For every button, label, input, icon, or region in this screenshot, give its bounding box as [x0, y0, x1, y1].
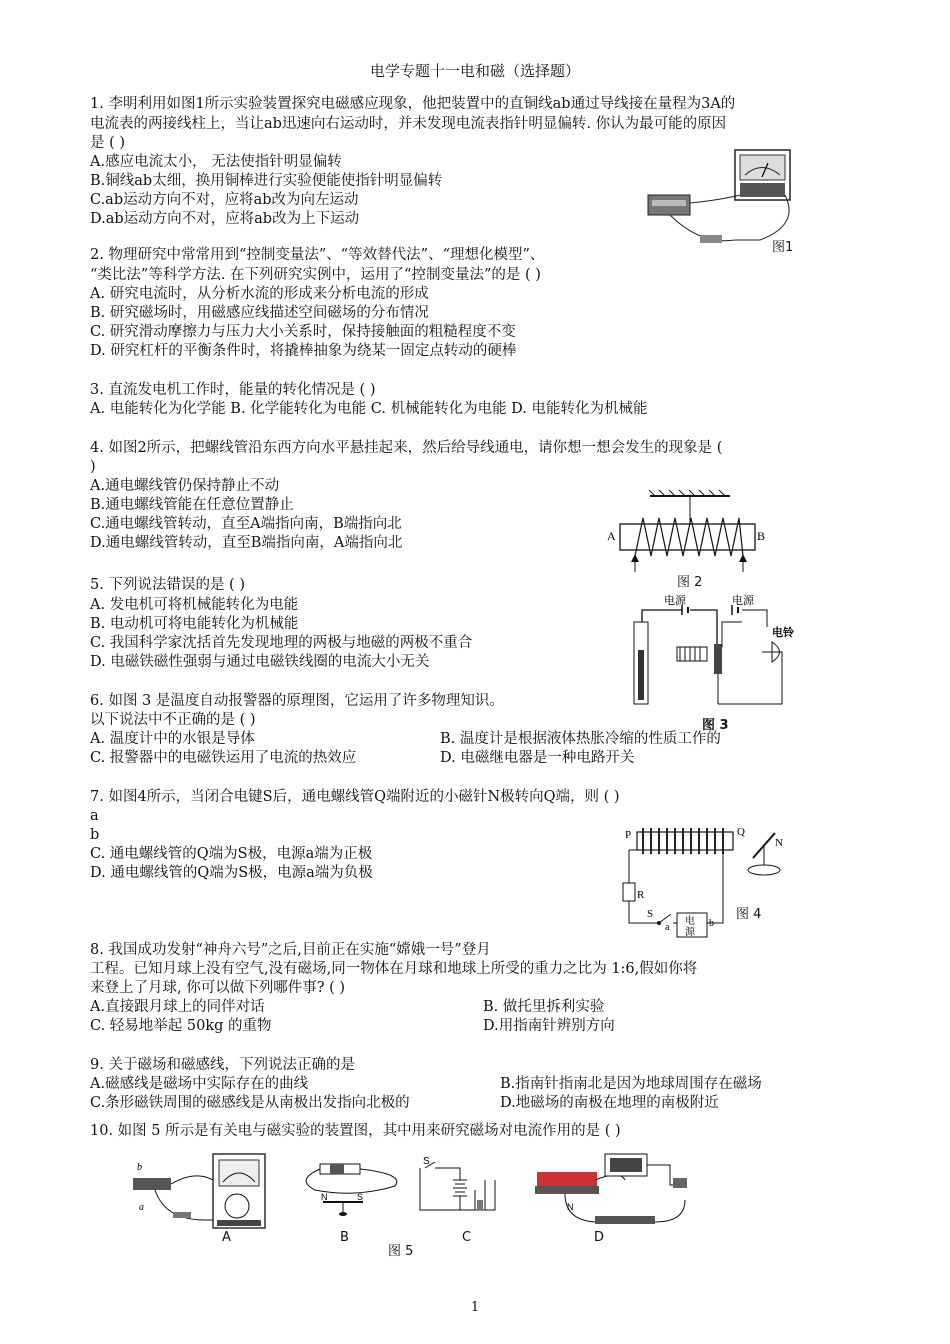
figure-4-caption: 图 4 [736, 907, 762, 922]
q9-stem: 9. 关于磁场和磁感线，下列说法正确的是 [90, 1057, 355, 1073]
page-title: 电学专题十一电和磁（选择题） [369, 62, 580, 80]
q8-option-c: C. 轻易地举起 50kg 的重物 [90, 1018, 272, 1034]
q3-stem: 3. 直流发电机工作时，能量的转化情况是 ( ) [90, 382, 376, 398]
q5-stem: 5. 下列说法错误的是 ( ) [90, 577, 245, 593]
figure-4-circuit [615, 818, 795, 940]
figure-2-label-b: B [757, 529, 766, 543]
q5-option-d: D. 电磁铁磁性强弱与通过电磁铁线圈的电流大小无关 [90, 654, 430, 670]
figure-3-bell-label: 电铃 [772, 626, 794, 639]
figure-5-panel-c [420, 1156, 495, 1210]
q1-stem-line1: 1. 李明利用如图1所示实验装置探究电磁感应现象，他把装置中的直铜线ab通过导线接在量程为3A的 [90, 96, 736, 112]
figure-3-caption: 图 3 [702, 718, 729, 733]
q1-stem-line2: 电流表的两接线柱上，当让ab迅速向右运动时，并未发现电流表指针明显偏转. 你认为最可能的原因 [90, 116, 727, 132]
figure-2-solenoid [605, 488, 775, 578]
q2-stem-line1: 2. 物理研究中常常用到“控制变量法”、“等效替代法”、“理想化模型”、 [90, 247, 545, 263]
q4-option-c: C.通电螺线管转动，直至A端指向南，B端指向北 [90, 516, 402, 532]
q4-option-d: D.通电螺线管转动，直至B端指向南，A端指向北 [90, 535, 403, 551]
q5-option-b: B. 电动机可将电能转化为机械能 [90, 616, 299, 632]
q5-option-a: A. 发电机可将机械能转化为电能 [90, 597, 299, 613]
q9-option-d: D.地磁场的南极在地理的南极附近 [500, 1095, 719, 1111]
figure-4-source-label-2: 源 [685, 927, 695, 938]
q8-stem-line1: 8. 我国成功发射“神舟六号”之后,目前正在实施“嫦娥一号”登月 [90, 942, 491, 958]
q6-stem-line2: 以下说法中不正确的是 ( ) [90, 712, 256, 728]
figure-5-label-d: D [594, 1230, 605, 1245]
figure-5-caption: 图 5 [388, 1244, 414, 1259]
q2-option-c: C. 研究滑动摩擦力与压力大小关系时，保持接触面的粗糙程度不变 [90, 324, 516, 340]
svg-text:S: S [423, 1156, 430, 1167]
q2-stem-line2: “类比法”等科学方法. 在下列研究实例中，运用了“控制变量法”的是 ( ) [90, 267, 541, 283]
svg-text:N: N [321, 1192, 328, 1202]
svg-text:b: b [137, 1162, 142, 1173]
svg-text:N: N [567, 1202, 574, 1212]
q8-stem-line3: 来登上了月球, 你可以做下列哪件事? ( ) [90, 980, 346, 996]
q2-option-d: D. 研究杠杆的平衡条件时，将撬棒抽象为绕某一固定点转动的硬棒 [90, 343, 517, 359]
q1-option-a: A.感应电流太小， 无法使指针明显偏转 [90, 154, 342, 170]
q9-option-b: B.指南针指南北是因为地球周围存在磁场 [500, 1076, 762, 1092]
q4-option-b: B.通电螺线管能在任意位置静止 [90, 497, 294, 513]
figure-5-panel-d [535, 1154, 687, 1224]
figure-4-label-b: b [709, 918, 714, 929]
q9-option-a: A.磁感线是磁场中实际存在的曲线 [90, 1076, 309, 1092]
figure-3-temperature-alarm [622, 592, 807, 710]
q7-stem: 7. 如图4所示，当闭合电键S后，通电螺线管Q端附近的小磁针N极转向Q端，则 ( ) [90, 789, 620, 805]
figure-5-apparatus-set [125, 1150, 725, 1250]
q1-option-b: B.铜线ab太细，换用铜棒进行实验便能使指针明显偏转 [90, 173, 443, 189]
q6-option-c: C. 报警器中的电磁铁运用了电流的热效应 [90, 750, 357, 766]
figure-3-power-label-2: 电源 [732, 594, 754, 607]
page-number: 1 [470, 1300, 480, 1315]
q1-option-c: C.ab运动方向不对，应将ab改为向左运动 [90, 192, 359, 208]
q8-option-a: A.直接跟月球上的同伴对话 [90, 999, 265, 1015]
q4-stem-line2: ) [90, 459, 96, 475]
figure-5-label-c: C [462, 1230, 472, 1245]
q3-options: A. 电能转化为化学能 B. 化学能转化为电能 C. 机械能转化为电能 D. 电能转化为机械能 [90, 401, 648, 417]
q6-option-d: D. 电磁继电器是一种电路开关 [440, 750, 635, 766]
q6-stem-line1: 6. 如图 3 是温度自动报警器的原理图，它运用了许多物理知识。 [90, 693, 504, 709]
figure-5-panel-a [133, 1154, 265, 1228]
q6-option-b: B. 温度计是根据液体热胀冷缩的性质工作的 [440, 731, 721, 747]
figure-4-label-s: S [647, 908, 654, 920]
q8-option-b: B. 做托里拆利实验 [483, 999, 605, 1015]
q8-option-d: D.用指南针辨别方向 [483, 1018, 615, 1034]
svg-text:S: S [357, 1192, 364, 1202]
svg-text:a: a [139, 1202, 144, 1213]
q9-option-c: C.条形磁铁周围的磁感线是从南极出发指向北极的 [90, 1095, 410, 1111]
q4-option-a: A.通电螺线管仍保持静止不动 [90, 478, 280, 494]
figure-2-caption: 图 2 [677, 575, 703, 590]
figure-4-source-label-1: 电 [685, 916, 695, 927]
figure-5-panel-b [306, 1164, 397, 1216]
q10-stem: 10. 如图 5 所示是有关电与磁实验的装置图，其中用来研究磁场对电流作用的是 ( ) [90, 1123, 621, 1139]
q4-stem-line1: 4. 如图2所示，把螺线管沿东西方向水平悬挂起来，然后给导线通电，请你想一想会发生的现象是 ( [90, 440, 723, 456]
figure-5-label-b: B [340, 1230, 349, 1245]
q7-option-a: a [90, 808, 99, 824]
figure-3-power-label-1: 电源 [664, 594, 686, 607]
q5-option-c: C. 我国科学家沈括首先发现地理的两极与地磁的两极不重合 [90, 635, 473, 651]
q7-option-b: b [90, 827, 100, 843]
q7-option-c: C. 通电螺线管的Q端为S极，电源a端为正极 [90, 846, 373, 862]
q2-option-b: B. 研究磁场时，用磁感应线描述空间磁场的分布情况 [90, 305, 429, 321]
figure-4-label-q: Q [737, 826, 745, 838]
figure-4-label-n: N [775, 837, 783, 849]
figure-1-caption: 图1 [772, 240, 794, 255]
figure-4-label-r: R [637, 889, 645, 901]
figure-2-label-a: A [607, 529, 616, 543]
q6-option-a: A. 温度计中的水银是导体 [90, 731, 255, 747]
q8-stem-line2: 工程。已知月球上没有空气,没有磁场,同一物体在月球和地球上所受的重力之比为 1:6,假如你将 [90, 961, 698, 977]
figure-4-label-a: a [665, 922, 670, 933]
q1-stem-line3: 是 ( ) [90, 135, 126, 151]
q7-option-d: D. 通电螺线管的Q端为S极，电源a端为负极 [90, 865, 373, 881]
figure-4-label-p: P [625, 829, 632, 841]
q2-option-a: A. 研究电流时，从分析水流的形成来分析电流的形成 [90, 286, 429, 302]
q1-option-d: D.ab运动方向不对，应将ab改为上下运动 [90, 211, 360, 227]
figure-5-label-a: A [222, 1230, 231, 1245]
